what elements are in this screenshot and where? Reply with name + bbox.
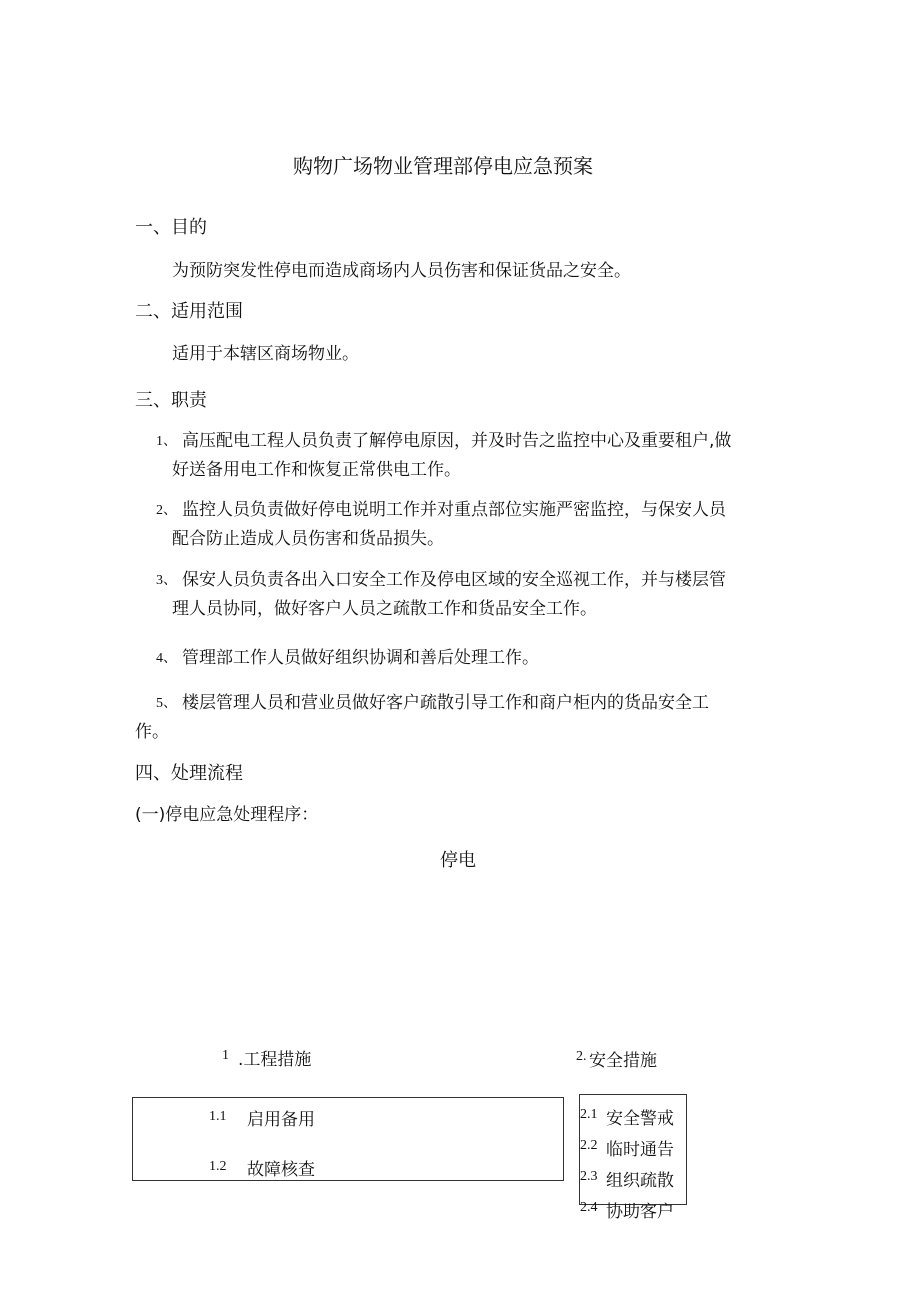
duty-text-line: 作。: [135, 722, 169, 742]
section-body-purpose: 为预防突发性停电而造成商场内人员伤害和保证货品之安全。: [172, 261, 631, 281]
flow-item-number: 2.3: [580, 1169, 598, 1184]
duty-number: 5、: [156, 696, 177, 711]
flow-item-number: 2.1: [580, 1107, 598, 1122]
duty-number: 1、: [156, 434, 177, 449]
duty-text-line: 理人员协同，做好客户人员之疏散工作和货品安全工作。: [172, 599, 597, 619]
duty-text-line: 保安人员负责各出入口安全工作及停电区域的安全巡视工作，并与楼层管: [182, 570, 726, 590]
section-heading-process: 四、处理流程: [135, 763, 243, 784]
section-subheading-process: (一)停电应急处理程序：: [135, 805, 319, 825]
flow-item-number: 2.4: [580, 1200, 598, 1215]
duty-number: 3、: [156, 573, 177, 588]
duty-text-line: 管理部工作人员做好组织协调和善后处理工作。: [182, 648, 539, 668]
duty-text-line: 好送备用电工作和恢复正常供电工作。: [172, 460, 461, 480]
duty-text-line: 楼层管理人员和营业员做好客户疏散引导工作和商户柜内的货品安全工: [182, 693, 709, 713]
duty-text-line: 监控人员负责做好停电说明工作并对重点部位实施严密监控，与保安人员: [182, 500, 726, 520]
flow-branch-label: .工程措施: [238, 1050, 312, 1070]
flow-box-safety-content: [580, 1095, 686, 1222]
flow-item-number: 1.1: [209, 1109, 227, 1124]
flow-branch-number: 2.: [576, 1049, 587, 1064]
section-heading-duties: 三、职责: [135, 390, 207, 411]
section-heading-purpose: 一、目的: [135, 217, 207, 238]
duty-number: 2、: [156, 503, 177, 518]
flow-item-label: 临时通告: [606, 1140, 674, 1160]
flow-item-label: 启用备用: [247, 1110, 315, 1130]
section-heading-scope: 二、适用范围: [135, 301, 243, 322]
flow-item-label: 故障核查: [247, 1160, 315, 1180]
flow-branch-number: 1: [222, 1048, 229, 1063]
flow-branch-label: 安全措施: [589, 1051, 657, 1071]
flow-box-engineering: [132, 1097, 564, 1181]
flow-item-label: 组织疏散: [606, 1171, 674, 1191]
section-body-scope: 适用于本辖区商场物业。: [172, 344, 359, 364]
duty-number: 4、: [156, 651, 177, 666]
flow-item-number: 1.2: [209, 1159, 227, 1174]
duty-text-line: 配合防止造成人员伤害和货品损失。: [172, 529, 444, 549]
flow-item-number: 2.2: [580, 1138, 598, 1153]
duty-text-line: 高压配电工程人员负责了解停电原因，并及时告之监控中心及重要租户,做: [182, 431, 732, 451]
flow-item-label: 安全警戒: [606, 1109, 674, 1129]
document-title: 购物广场物业管理部停电应急预案: [293, 154, 593, 178]
flow-node-outage: 停电: [440, 850, 476, 871]
flow-item-label: 协助客户: [606, 1202, 674, 1222]
